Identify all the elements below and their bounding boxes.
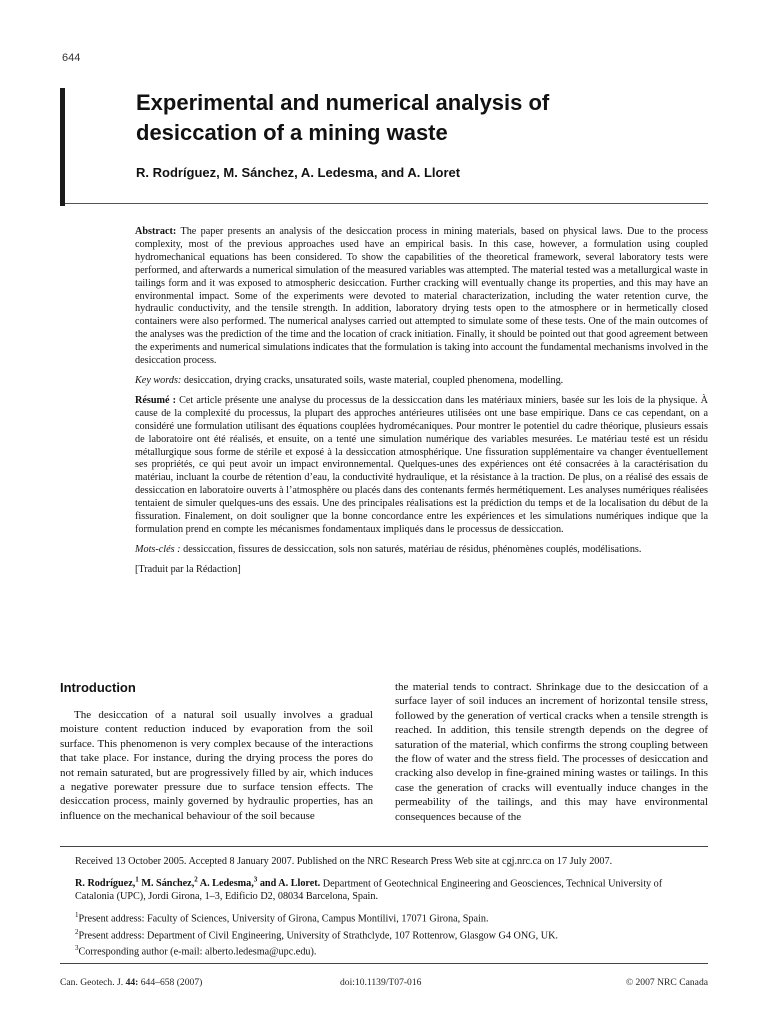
footnote-content	[75, 855, 695, 959]
motscles-label: Mots-clés :	[135, 543, 181, 555]
footer-journal: Can. Geotech. J.	[60, 977, 124, 988]
author-1-sup: 1	[135, 876, 139, 884]
resume-paragraph	[135, 395, 708, 537]
abstract-text: The paper presents an analysis of the desiccation process in mining materials, based on physical laws. Due to the process complexity, most of the previous approaches used have an empirical basis. In this case, however, a formulation using coupled hydromechanical equations has been considered. To show the capabilities of the theoretical framework, several laboratory tests were performed, and afterwards a numerical simulation of the measured variables was attempted. The material tested was a metallurgical waste in tailings form and it was exposed to atmospheric desiccation. Further cracking will eventually change its properties, and this may have an environmental impact. Some of the experiments were devoted to material characterization, including the water retention curve, the hydraulic conductivity, and the tensile strength. In addition, laboratory drying tests open to the atmosphere or in hermetically closed containers were also performed. The numerical analyses carried out attempted to simulate some of these tests. One of the main outcomes of the analyses was the prediction of the time and the location of crack initiation. Finally, it should be pointed out that good agreement between the experiments and numerical simulations indicates that the formulation is taking into account the fundamental mechanisms involved in the desiccation process.	[135, 226, 708, 367]
title-bottom-rule	[65, 203, 708, 204]
footer-citation	[60, 977, 202, 988]
author-3: A. Ledesma,	[199, 878, 254, 890]
author-3-sup: 3	[253, 876, 258, 884]
intro-paragraph-right: the material tends to contract. Shrinkage due to the desiccation of a surface layer of soil induces an increment of horizontal tensile stress, followed by the generation of vertical cracks when a tensile strength is reached. In addition, this tensile strength depends on the degree of saturation of the material, which confirms the strong coupling between the flow of water and the stress field. The processes of desiccation and cracking also develop in fine-grained mining wastes or tailings. In this case the generation of cracks will eventually induce changes in the permeability of the tailings, and this may have environmental consequences because of the	[395, 681, 708, 823]
paper-authors: R. Rodríguez, M. Sánchez, A. Ledesma, and A. Lloret	[136, 165, 461, 180]
footer-doi: doi:10.1139/T07-016	[340, 977, 422, 988]
abstract-paragraph	[135, 226, 708, 368]
keywords-text: desiccation, drying cracks, unsaturated soils, waste material, coupled phenomena, modelling.	[181, 374, 564, 386]
footnote-3	[75, 942, 695, 958]
affiliation-text: Department of Geotechnical Engineering and Geosciences, Technical University of Catalonia (UPC), Jordi Girona, 1–3, Edificio D2, 08034 Barcelona, Spain.	[75, 878, 663, 903]
footnote-1-text: Present address: Faculty of Sciences, University of Girona, Campus Montilivi, 17071 Girona, Spain.	[78, 913, 489, 925]
author-1: R. Rodríguez,	[75, 878, 136, 890]
keywords-paragraph	[135, 375, 708, 388]
footnote-3-text: Corresponding author (e-mail: alberto.ledesma@upc.edu).	[78, 946, 317, 958]
footnote-2	[75, 926, 695, 942]
footer-volume: 44:	[125, 977, 139, 988]
paper-title	[136, 88, 696, 148]
author-4: and A. Lloret.	[259, 878, 321, 890]
page-number: 644	[62, 52, 81, 64]
author-2-sup: 2	[194, 876, 198, 884]
translation-note: [Traduit par la Rédaction]	[135, 563, 241, 575]
footnote-box	[60, 846, 708, 964]
received-line: Received 13 October 2005. Accepted 8 January 2007. Published on the NRC Research Press Web site at cgj.nrc.ca on 17 July 2007.	[75, 856, 613, 867]
title-line-1: Experimental and numerical analysis of	[136, 90, 550, 115]
abstract-label: Abstract:	[135, 226, 177, 237]
motscles-paragraph	[135, 544, 708, 557]
abstract-section	[135, 226, 708, 584]
motscles-text: dessiccation, fissures de dessiccation, sols non saturés, matériau de résidus, phénomènes couplés, modélisations.	[180, 543, 642, 555]
keywords-label: Key words:	[135, 374, 182, 386]
footer-pages: 644–658 (2007)	[138, 977, 203, 988]
resume-label: Résumé :	[135, 394, 177, 406]
affiliation-line	[75, 874, 695, 903]
footnote-2-text: Present address: Department of Civil Engineering, University of Strathclyde, 107 Rottenrow, Glasgow G4 ONG, UK.	[78, 930, 558, 942]
title-line-2: desiccation of a mining waste	[136, 120, 448, 145]
footnote-3-marker: 3	[75, 944, 79, 953]
body-column-right	[395, 680, 708, 824]
resume-text: Cet article présente une analyse du processus de la dessiccation dans les matériaux miniers, basée sur les lois de la physique. À cause de la complexité du processus, la plupart des approches antérieures utilisées ont une base empirique. Dans ce cas cependant, on a considéré une formulation utilisant des équations couplées hydromécaniques. Pour montrer le potentiel du cadre théorique, plusieurs essais de laboratoire ont été réalisés, et ensuite, on a tenté une simulation numérique des variables mesurées. Le matériau testé est un résidu métallurgique sous forme de stérile et exposé à la dessiccation atmosphérique. Une fissuration supplémentaire va changer éventuellement ses propriétés, ce qui peut avoir un impact environnemental. Quelques-unes des expériences ont été consacrées à la caractérisation du matériau, incluant la courbe de rétention d’eau, la conductivité hydraulique, et la résistance à la traction. De plus, on a réalisé des essais de dessiccation en laboratoire ouverts à l’atmosphère ou placés dans des contenants fermés hermétiquement. Les analyses numériques réalisées tentaient de simuler quelques-uns des essais. Une des principales réalisations est la prédiction du temps et de la localisation du début de la fissuration. Finalement, on doit souligner que la bonne concordance entre les expériences et les simulations numériques indique que la formulation prend en compte les mécanismes fondamentaux impliqués dans le processus de dessiccation.	[135, 394, 708, 535]
title-bar	[60, 88, 65, 206]
author-2: M. Sánchez,	[141, 878, 195, 890]
footnote-1	[75, 909, 695, 925]
footnote-1-marker: 1	[75, 911, 79, 920]
intro-paragraph-left: The desiccation of a natural soil usually involves a gradual moisture content reduction induced by evaporation from the soil surface. This phenomenon is very complex because of the interactions that take place. For instance, during the drying process the pores do not remain saturated, but are progressively filled by air, which induces a negative porewater pressure due to surface tension effects. The desiccation process, mainly governed by hydraulic properties, has an influence on the mechanical behaviour of the soil because	[60, 709, 373, 822]
footnote-2-marker: 2	[75, 927, 79, 936]
introduction-heading: Introduction	[60, 680, 136, 695]
body-column-left	[60, 680, 373, 823]
footer-copyright: © 2007 NRC Canada	[625, 977, 708, 988]
